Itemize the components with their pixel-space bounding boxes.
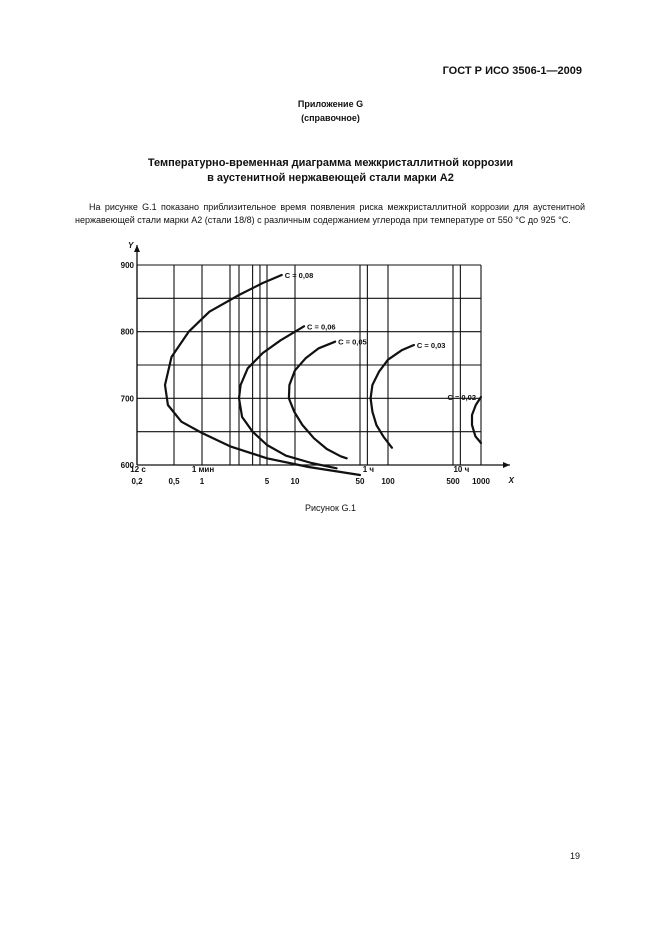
time-tick-label: 1 мин: [191, 465, 215, 474]
body-paragraph: На рисунке G.1 показано приблизительное время появления риска межкристаллитной коррозии для аустенитной нержавеющей стали марки А2 (стали 18/8) с различным содержанием углерода при температуре от 550 °С до 925 °С.: [75, 202, 585, 225]
appendix-title: Приложение G: [297, 99, 364, 109]
series-curve: [472, 397, 481, 443]
x-axis-title: X: [508, 476, 514, 485]
x-axis-arrow: [503, 462, 510, 468]
figure-caption: Рисунок G.1: [305, 503, 356, 513]
series-label: C = 0,05: [338, 337, 367, 347]
section-title: [0, 156, 661, 186]
x-tick-label: 10: [290, 477, 300, 486]
series-label: C = 0,08: [284, 271, 314, 280]
x-tick-label: 100: [381, 477, 395, 486]
section-title-line1: Температурно-временная диаграмма межкристаллитной коррозии: [147, 157, 514, 169]
series-label: C = 0,03: [416, 341, 446, 350]
time-tick-label: 10 ч: [453, 465, 470, 474]
x-tick-label: 1: [199, 477, 205, 486]
x-tick-label: 1000: [472, 477, 490, 486]
page-number: 19: [569, 851, 580, 861]
series-label: C = 0,02: [447, 393, 476, 402]
appendix-heading: [0, 97, 661, 125]
y-tick-label: 900: [120, 261, 134, 270]
y-axis-arrow: [134, 245, 140, 252]
y-tick-label: 600: [120, 461, 134, 470]
y-tick-label: 800: [120, 327, 134, 337]
appendix-subtitle: (справочное): [301, 113, 360, 123]
series-curve: [371, 345, 414, 448]
x-tick-label: 5: [264, 477, 270, 486]
time-tick-label: 12 с: [130, 465, 146, 474]
y-tick-label: 700: [120, 394, 134, 404]
figure-g1: [100, 235, 520, 500]
document-header: ГОСТ Р ИСО 3506-1—2009: [442, 65, 582, 77]
section-title-line2: в аустенитной нержавеющей стали марки А2: [207, 172, 454, 184]
series-curve: [289, 342, 347, 459]
x-tick-label: 0,2: [131, 477, 143, 486]
series-label: C = 0,06: [307, 322, 336, 332]
time-tick-label: 1 ч: [362, 465, 375, 474]
ttt-diagram: [100, 235, 520, 495]
x-tick-label: 0,5: [168, 477, 180, 486]
x-tick-label: 50: [355, 477, 365, 486]
y-axis-title: Y: [128, 241, 134, 250]
x-tick-label: 500: [446, 477, 460, 486]
series-curve: [165, 275, 360, 475]
